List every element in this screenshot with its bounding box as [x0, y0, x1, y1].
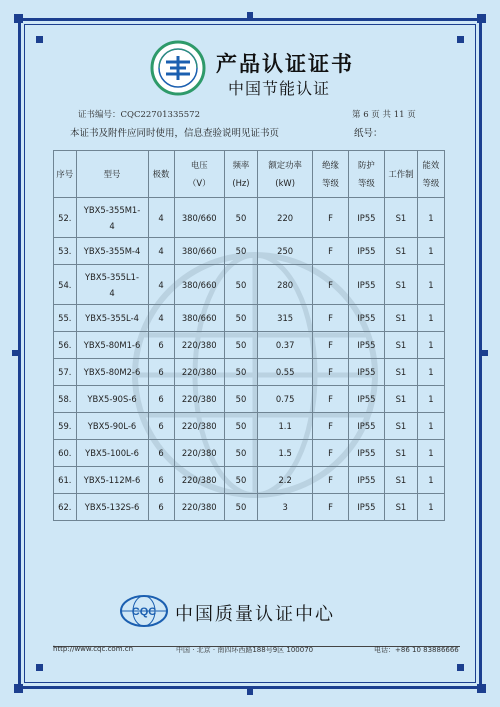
cell-poles: 4 [148, 198, 174, 238]
cell-voltage: 220/380 [174, 440, 224, 467]
cell-power: 250 [258, 238, 313, 265]
cell-protection: IP55 [348, 332, 384, 359]
model-line: 4 [109, 220, 115, 231]
column-header [384, 151, 417, 198]
column-header [417, 151, 444, 198]
cell-insulation: F [313, 265, 349, 305]
column-header [258, 151, 313, 198]
corner-ornament [477, 684, 486, 693]
cell-model [76, 265, 148, 305]
cell-power: 315 [258, 305, 313, 332]
column-header-label: （V） [187, 178, 211, 188]
cell-protection: IP55 [348, 359, 384, 386]
cell-efficiency: 1 [417, 440, 444, 467]
cell-freq: 50 [224, 467, 257, 494]
cell-poles: 6 [148, 440, 174, 467]
table-row [54, 359, 445, 386]
border-tick [480, 350, 488, 356]
paper-number-label: 纸号： [354, 128, 383, 139]
table-row [54, 305, 445, 332]
cell-freq: 50 [224, 198, 257, 238]
table-body [54, 198, 445, 521]
footer-address: 中国 · 北京 · 南四环西路188号9区 100070 [176, 646, 314, 654]
cell-insulation: F [313, 413, 349, 440]
cert-no-value: CQC22701335572 [120, 110, 200, 120]
cert-no-label: 证书编号： [78, 110, 121, 120]
cell-model [76, 332, 148, 359]
table-header-row [54, 151, 445, 198]
column-header-label: 电压 [190, 160, 208, 170]
cell-no: 55. [54, 305, 77, 332]
table-row [54, 494, 445, 521]
table-row [54, 413, 445, 440]
cell-insulation: F [313, 198, 349, 238]
column-header-label: 极数 [152, 169, 170, 179]
model-line: YBX5-112M-6 [83, 475, 141, 485]
corner-ornament [477, 14, 486, 23]
column-header-label: 绝缘 [322, 160, 339, 170]
cell-protection: IP55 [348, 413, 384, 440]
model-line: YBX5-90L-6 [87, 421, 137, 431]
cell-efficiency: 1 [417, 413, 444, 440]
cell-efficiency: 1 [417, 198, 444, 238]
cell-no: 53. [54, 238, 77, 265]
usage-note: 本证书及附件应同时使用，信息查验说明见证书页 [70, 128, 280, 139]
cell-no: 52. [54, 198, 77, 238]
cell-protection: IP55 [348, 265, 384, 305]
cell-insulation: F [313, 305, 349, 332]
cell-freq: 50 [224, 359, 257, 386]
cell-efficiency: 1 [417, 359, 444, 386]
cell-insulation: F [313, 386, 349, 413]
cell-power: 3 [258, 494, 313, 521]
cell-efficiency: 1 [417, 467, 444, 494]
cell-efficiency: 1 [417, 332, 444, 359]
column-header-label: 等级 [358, 178, 375, 188]
cell-insulation: F [313, 467, 349, 494]
cell-no: 60. [54, 440, 77, 467]
cell-power: 2.2 [258, 467, 313, 494]
column-header-label: 能效 [422, 160, 440, 170]
table-row [54, 467, 445, 494]
cell-model [76, 359, 148, 386]
cell-poles: 4 [148, 265, 174, 305]
column-header [76, 151, 148, 198]
cell-no: 61. [54, 467, 77, 494]
column-header-label: (Hz) [232, 178, 250, 188]
cell-poles: 4 [148, 305, 174, 332]
certificate-title: 产品认证证书 [216, 52, 354, 76]
table-row [54, 440, 445, 467]
cell-insulation: F [313, 494, 349, 521]
column-header-label: 等级 [422, 178, 440, 188]
cell-poles: 4 [148, 238, 174, 265]
cell-model [76, 494, 148, 521]
model-line: YBX5-80M1-6 [83, 340, 141, 350]
cell-protection: IP55 [348, 198, 384, 238]
cell-freq: 50 [224, 238, 257, 265]
corner-ornament [457, 36, 464, 43]
cell-power: 0.37 [258, 332, 313, 359]
cell-model [76, 440, 148, 467]
column-header-label: 工作制 [388, 169, 414, 179]
column-header-label: 等级 [322, 178, 339, 188]
cell-freq: 50 [224, 305, 257, 332]
cell-voltage: 380/660 [174, 238, 224, 265]
cell-duty: S1 [384, 265, 417, 305]
border-tick [247, 687, 253, 695]
cell-insulation: F [313, 238, 349, 265]
cell-poles: 6 [148, 386, 174, 413]
cell-no: 54. [54, 265, 77, 305]
cell-voltage: 220/380 [174, 386, 224, 413]
cell-duty: S1 [384, 467, 417, 494]
cell-duty: S1 [384, 198, 417, 238]
corner-ornament [14, 14, 23, 23]
cell-power: 1.1 [258, 413, 313, 440]
cell-protection: IP55 [348, 467, 384, 494]
certificate-subtitle: 中国节能认证 [228, 79, 331, 98]
column-header [148, 151, 174, 198]
cell-efficiency: 1 [417, 238, 444, 265]
cell-poles: 6 [148, 467, 174, 494]
table-row [54, 332, 445, 359]
cell-duty: S1 [384, 386, 417, 413]
cell-poles: 6 [148, 332, 174, 359]
cell-duty: S1 [384, 359, 417, 386]
cell-model [76, 386, 148, 413]
cqc-logo-text: CQC [131, 606, 157, 618]
cell-efficiency: 1 [417, 386, 444, 413]
cell-model [76, 467, 148, 494]
cell-no: 62. [54, 494, 77, 521]
cell-duty: S1 [384, 238, 417, 265]
footer-phone: 电话：+86 10 83886666 [374, 646, 459, 654]
cell-voltage: 380/660 [174, 265, 224, 305]
cell-freq: 50 [224, 265, 257, 305]
model-line: YBX5-355L1- [85, 271, 139, 282]
cell-power: 280 [258, 265, 313, 305]
cell-protection: IP55 [348, 494, 384, 521]
cell-duty: S1 [384, 440, 417, 467]
cell-power: 0.75 [258, 386, 313, 413]
cell-duty: S1 [384, 494, 417, 521]
cell-duty: S1 [384, 332, 417, 359]
cell-model [76, 305, 148, 332]
cell-voltage: 220/380 [174, 359, 224, 386]
column-header [313, 151, 349, 198]
model-line: YBX5-355L-4 [85, 313, 139, 323]
organization-name: 中国质量认证中心 [175, 604, 335, 625]
column-header-label: 额定功率 [268, 160, 302, 170]
cell-efficiency: 1 [417, 265, 444, 305]
cell-freq: 50 [224, 386, 257, 413]
cell-no: 58. [54, 386, 77, 413]
column-header-label: 型号 [103, 169, 121, 179]
cell-freq: 50 [224, 413, 257, 440]
cell-voltage: 220/380 [174, 332, 224, 359]
model-line: YBX5-132S-6 [84, 502, 140, 512]
model-line: YBX5-355M-4 [83, 246, 141, 256]
cqc-logo-icon [120, 595, 168, 627]
cell-voltage: 220/380 [174, 494, 224, 521]
cell-voltage: 380/660 [174, 305, 224, 332]
model-line: 4 [109, 287, 115, 298]
column-header-label: (kW) [275, 178, 295, 188]
cell-protection: IP55 [348, 386, 384, 413]
table-row [54, 198, 445, 238]
corner-ornament [36, 664, 43, 671]
cell-model [76, 198, 148, 238]
border-tick [247, 12, 253, 20]
cell-duty: S1 [384, 413, 417, 440]
cell-power: 0.55 [258, 359, 313, 386]
cell-poles: 6 [148, 359, 174, 386]
cell-voltage: 380/660 [174, 198, 224, 238]
cell-power: 220 [258, 198, 313, 238]
cell-insulation: F [313, 332, 349, 359]
cell-model [76, 413, 148, 440]
model-line: YBX5-355M1- [83, 204, 141, 215]
cell-freq: 50 [224, 440, 257, 467]
cell-duty: S1 [384, 305, 417, 332]
table-row [54, 386, 445, 413]
corner-ornament [14, 684, 23, 693]
cell-protection: IP55 [348, 440, 384, 467]
column-header [348, 151, 384, 198]
cell-no: 59. [54, 413, 77, 440]
cell-poles: 6 [148, 413, 174, 440]
cell-model [76, 238, 148, 265]
column-header-label: 频率 [232, 160, 250, 170]
footer-website: http://www.cqc.com.cn [53, 645, 134, 653]
model-line: YBX5-90S-6 [87, 394, 137, 404]
cell-protection: IP55 [348, 305, 384, 332]
cell-insulation: F [313, 359, 349, 386]
table-row [54, 265, 445, 305]
energy-conservation-logo-icon [150, 40, 206, 96]
cell-freq: 50 [224, 494, 257, 521]
cell-no: 57. [54, 359, 77, 386]
cell-voltage: 220/380 [174, 413, 224, 440]
cell-protection: IP55 [348, 238, 384, 265]
column-header [174, 151, 224, 198]
certificate-number [78, 108, 200, 120]
border-tick [12, 350, 20, 356]
cell-freq: 50 [224, 332, 257, 359]
product-table [53, 150, 445, 521]
model-line: YBX5-100L-6 [85, 448, 139, 458]
corner-ornament [36, 36, 43, 43]
cell-poles: 6 [148, 494, 174, 521]
cell-efficiency: 1 [417, 494, 444, 521]
cell-power: 1.5 [258, 440, 313, 467]
column-header [54, 151, 77, 198]
corner-ornament [457, 664, 464, 671]
column-header-label: 防护 [358, 160, 375, 170]
cell-voltage: 220/380 [174, 467, 224, 494]
cell-insulation: F [313, 440, 349, 467]
column-header-label: 序号 [56, 169, 74, 179]
cell-efficiency: 1 [417, 305, 444, 332]
model-line: YBX5-80M2-6 [83, 367, 141, 377]
column-header [224, 151, 257, 198]
table-row [54, 238, 445, 265]
cell-no: 56. [54, 332, 77, 359]
page-info: 第 6 页 共 11 页 [352, 110, 416, 120]
